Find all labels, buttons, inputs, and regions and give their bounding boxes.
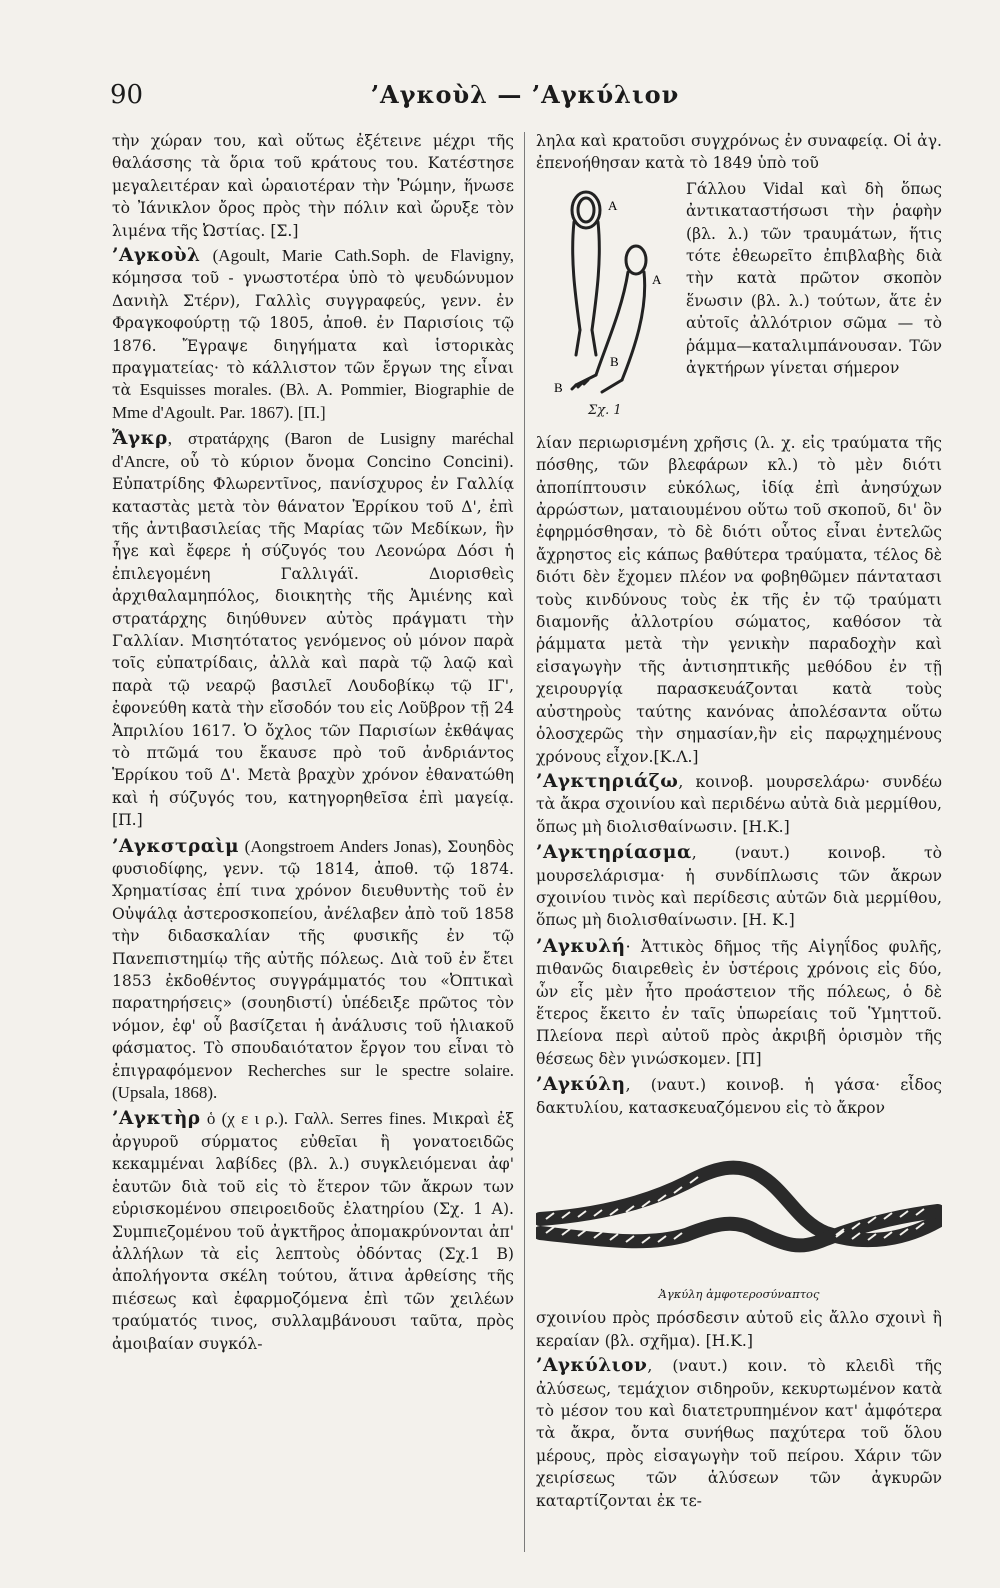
figure-label-a2: A — [652, 271, 662, 287]
entry-agkyle-naut — [536, 1074, 942, 1119]
figure-label-a: A — [608, 197, 618, 213]
entry-latin: ὁ (χ ε ι ρ.). Γαλλ. Serres fines. — [200, 1109, 433, 1129]
page-number: 90 — [110, 80, 144, 110]
entry-agkteriazo — [536, 771, 942, 838]
entry-latin-tail: Recherches sur le spectre solaire. (Upsala, 1868). — [112, 1060, 514, 1103]
entry-agkteriasma — [536, 842, 942, 932]
entry-angstrom — [112, 836, 514, 1105]
entry-agkylion — [536, 1355, 942, 1512]
entry-headword: ’Αγκτὴρ — [112, 1108, 201, 1130]
entry-headword: ’Αγκστραὶμ — [112, 835, 239, 857]
entry-headword: ’Αγκοὺλ — [112, 245, 201, 267]
entry-body: · Ἀττικὸς δῆμος τῆς Αἰγηΐδος φυλῆς, πιθανῶς διαιρεθεὶς ἐν ὑστέροις χρόνοις εἰς δύο, ὧν εἷς μὲν ἦτο προάστειον τῆς πόλεως, ὁ δὲ ἕτερος ἔκειτο ἐν ταῖς ὑπωρείαις τοῦ Ὑμηττοῦ. Πλείονα περὶ αὐτοῦ πρὸς ἀκριβῆ ὁρισμὸν τῆς θέσεως δὲν γινώσκομεν. [Π] — [536, 937, 942, 1068]
entry-headword: ’Αγκυλή — [536, 935, 626, 957]
entry-body: , κοινοβ. μουρσελάρω· συνδέω τὰ ἄκρα σχοινίου καὶ περιδένω αὐτὰ διὰ μερμίθου, ὅπως μὴ διολισθαίνωσιν. [Η.Κ.] — [536, 772, 942, 836]
entry-agkyle-deme — [536, 936, 942, 1070]
entry-body: κόμησσα τοῦ - γνωστοτέρα ὑπὸ τὸ ψευδώνυμον Δανιὴλ Στέρν), Γαλλὶς συγγραφεύς, γενν. ἐν Φραγκοφούρτῃ τῷ 1805, ἀποθ. ἐν Παρισίοις τῷ 1876. Ἔγραψε διηγήματα καὶ ἱστορικὰς πραγματείας· τὸ κάλλιστον τῶν ἔργων της εἶναι τὰ — [112, 269, 514, 400]
column-divider — [524, 132, 525, 1552]
continuation-paragraph: ληλα καὶ κρατοῦσι συγχρόνως ἐν συναφείᾳ. Οἱ ἀγ. ἐπενοήθησαν κατὰ τὸ 1849 ὑπὸ τοῦ — [536, 132, 942, 173]
intro-paragraph: τὴν χώραν του, καὶ οὕτως ἐξέτεινε μέχρι τῆς θαλάσσης τὰ ὅρια τοῦ κράτους του. Κατέστησε μεγαλειτέραν καὶ ὡραιοτέραν τὴν Ῥώμην, ἥνωσε τὸ Ἰάνικλον ὄρος πρὸς τὴν πόλιν καὶ ὤρυξε τὸν λιμένα τῆς Ὠστίας. [Σ.] — [112, 132, 514, 240]
paragraph-serres-fines-usage: λίαν περιωρισμένη χρῆσις (λ. χ. εἰς τραύματα τῆς πόσθης, τῶν βλεφάρων κλ.) τὸ μὲν διότι ἀποπίπτουσιν εὐκόλως, ἰδίᾳ ἐπὶ ἀνησύχων ἀρρώστων, ματαιουμένου οὕτω τοῦ σκοποῦ, δι' ὃν ἐφηρμόσθησαν, τὸ δὲ διότι οὗτος εἶναι ἐντελῶς ἄχρηστος εἰς κάπως βαθύτερα τραύματα, τέλος δὲ διότι δὲν ἔχομεν πλέον να φοβηθῶμεν πάντατασι τοὺς κινδύνους τοὺς ἐκ τῆς ἐν τῷ τραύματι διαμονῆς ἀλλοτρίου σώματος, καθόσον τὰ ῥάμματα μετὰ τὴν γενικὴν παραδοχὴν καὶ εἰσαγωγὴν τῆς ἀντισηπτικῆς μεθόδου ἐν τῇ χειρουργίᾳ παρασκευάζονται κατὰ τοὺς αὐστηροὺς ταύτης κανόνας ἀπολέσαντα οὕτω ὁλοσχερῶς τὴν σημασίαν,ἣν εἰς παρῳχημένους χρόνους εἶχον.[Κ.Λ.] — [536, 433, 942, 766]
figure-label-b: B — [610, 353, 619, 369]
entry-body: , (ναυτ.) κοιν. τὸ κλειδὶ τῆς ἀλύσεως, τεμάχιον σιδηροῦν, κεκυρτωμένον κατὰ τὸ μέσον του καὶ διατετρυπημένον κατ' ἀμφότερα τὰ ἄκρα, ὄντα συνήθως παχύτερα τοῦ ὅλου μέρους, πρὸς εἰσαγωγὴν τοῦ πείρου. Χάριν τῶν χειρίσεως τῶν ἁλύσεων τῶν ἀγκυρῶν καταρτίζονται ἐκ τε- — [536, 1357, 942, 1510]
entry-agoult — [112, 245, 514, 424]
entry-body: Μικραὶ ἐξ ἀργυροῦ σύρματος εὐθεῖαι ἢ γονατοειδῶς κεκαμμέναι λαβίδες (βλ. λ.) συγκλειόμεναι ἀφ' ἑαυτῶν διὰ τοῦ εἰς τὸ ἕτερον τῶν ἄκρων των εὑρισκομένου σπειροειδοῦς ἐλατηρίου (Σχ. 1 Α). Συμπιεζομένου τοῦ ἀγκτῆρος ἀπομακρύνονται ἀπ' ἀλλήλων τὰ εἰς λεπτοὺς ὀδόντας (Σχ.1 Β) ἀπολήγοντα σκέλη τούτου, ἅτινα ἀρθείσης τῆς πιέσεως καὶ ἐφαρμοζόμενα ἐπὶ τῶν χειλέων τραύματός τινος, συλλαμβάνουσι ταῦτα, πρὸς ἀμοιβαίαν συγκόλ- — [112, 1110, 515, 1353]
entry-latin: (Aongstroem Anders Jonas), — [239, 836, 448, 856]
entry-body: , (ναυτ.) κοινοβ. ἡ γάσα· εἶδος δακτυλίου, κατασκευαζόμενου εἰς τὸ ἄκρον — [536, 1076, 942, 1117]
entry-body: οὗ τὸ κύριον ὄνομα Concino Concini). Εὐπατρίδης Φλωρεντῖνος, πανίσχυρος ἐν Γαλλίᾳ καταστὰς μετὰ τὸν θάνατον Ἑρρίκου τοῦ Δ', ἐπὶ τῆς ἀντιβασιλείας τῆς Μαρίας τῶν Μεδίκων, ἣν ἦγε καὶ ἔφερε ἡ σύζυγός του Λεονώρα Δόσι ἡ ἐπιλεγομένη Γαλλιγάϊ. Διορισθεὶς ἀρχιθαλαμηπόλος, διοικητὴς τῆς Ἀμιένης καὶ στρατάρχης διηύθυνεν αὐτὸς πράγματι τὴν Γαλλίαν. Μισητότατος γενόμενος οὐ μόνον παρὰ τοῖς εὐπατρίδαις, ἀλλὰ καὶ παρὰ τῷ λαῷ καὶ παρὰ τῷ νεαρῷ βασιλεῖ Λουδοβίκῳ τῷ ΙΓ', ἐφονεύθη κατὰ τὴν εἴσοδόν του εἰς Λοῦβρον τῇ 24 Ἀπριλίου 1617. Ὁ ὄχλος τῶν Παρισίων ἐκθάψας τὸ πτῶμά του ἔκαυσε πρὸ τοῦ ἀνδριάντος Ἑρρίκου τοῦ Δ'. Μετὰ βραχὺν χρόνον ἐθανατώθη καὶ ἡ σύζυγός του, κατηγορηθεῖσα ἐπὶ μαγείᾳ. [Π.] — [112, 452, 514, 830]
figure-1-wrap-text: Γάλλου Vidal καὶ δὴ ὅπως ἀντικαταστήσωσι τὴν ῥαφὴν (βλ. λ.) τῶν τραυμάτων, ἥτις τότε ἐθεωρεῖτο ἐπιβλαβὴς διὰ τὴν κατὰ πρῶτον σκοπὸν ἕνωσιν (βλ. λ.) τούτων, ἅτε ἐν αὐτοῖς ἀλλότριον σῶμα — τὸ ῥάμμα—καταλιμπάνουσαν. Τῶν ἀγκτήρων γίνεται σήμερον — [686, 179, 942, 378]
entry-headword: ’Αγκύλη — [536, 1074, 626, 1096]
running-title: ’Αγκοὺλ — ’Αγκύλιον — [370, 80, 680, 109]
serres-fines-illustration — [536, 180, 686, 430]
entry-headword: Ἄγκρ — [112, 428, 168, 450]
right-column — [536, 130, 942, 1516]
entry-ankr — [112, 428, 514, 831]
entry-headword: ’Αγκτηρίασμα — [536, 842, 692, 864]
entry-latin: , στρατάρχης (Baron de Lusigny maréchal d'Ancre, — [112, 429, 514, 471]
figure-1-caption: Σχ. 1 — [588, 402, 622, 418]
entry-latin: (Agoult, Marie Cath.Soph. de Flavigny, — [200, 246, 514, 266]
page-header — [110, 80, 940, 114]
figure-label-b2: B — [554, 379, 563, 395]
entry-body: Σουηδὸς φυσιοδίφης, γενν. τῷ 1814, ἀποθ. τῷ 1874. Χρηματίσας ἐπί τινα χρόνον διευθυντὴς τοῦ ἐν Οὐψάλᾳ ἀστεροσκοπείου, ἀνέλαβεν ἀπὸ τοῦ 1858 τὴν διδασκαλίαν τῆς φυσικῆς ἐν τῷ Πανεπιστημίῳ τῆς αὐτῆς πόλεως. Διὰ τοῦ ἐν ἔτει 1853 ἐκδοθέντος συγγράμματός του «Ὀπτικαὶ παρατηρήσεις» (σουηδιστί) ὑπέδειξε πρῶτος τὸν νόμον, ἐφ' οὗ βασίζεται ἡ ἀνάλυσις τοῦ ἡλιακοῦ φάσματος. Τὸ σπουδαιότατον ἔργον του εἶναι τὸ ἐπιγραφόμενον — [112, 837, 514, 1080]
figure-2-block — [536, 1123, 942, 1305]
left-column — [112, 130, 514, 1359]
figure-2-caption: Ἀγκύλη ἀμφοτεροσύναπτος — [658, 1287, 820, 1301]
entry-headword: ’Αγκύλιον — [536, 1355, 648, 1377]
paragraph-rope-loop: σχοινίου πρὸς πρόσδεσιν αὐτοῦ εἰς ἄλλο σχοινὶ ἢ κεραίαν (βλ. σχῆμα). [Η.Κ.] — [536, 1309, 942, 1350]
entry-headword: ’Αγκτηριάζω — [536, 770, 679, 792]
figure-1-block — [536, 178, 942, 430]
entry-body: , (ναυτ.) κοινοβ. τὸ μουρσελάρισμα· ἡ συνδίπλωσις τῶν ἄκρων σχοινίου τινὸς καὶ περίδεσις αὐτῶν διὰ μερμίθου, ὅπως μὴ διολισθαίνωσιν. [Η. Κ.] — [536, 844, 942, 930]
entry-agkter — [112, 1108, 514, 1354]
rope-loop-illustration — [536, 1123, 942, 1283]
entry-latin-tail: Esquisses morales. (Βλ. Α. Pommier, Biographie de Mme d'Agoult. Par. 1867). [Π.] — [112, 380, 514, 422]
